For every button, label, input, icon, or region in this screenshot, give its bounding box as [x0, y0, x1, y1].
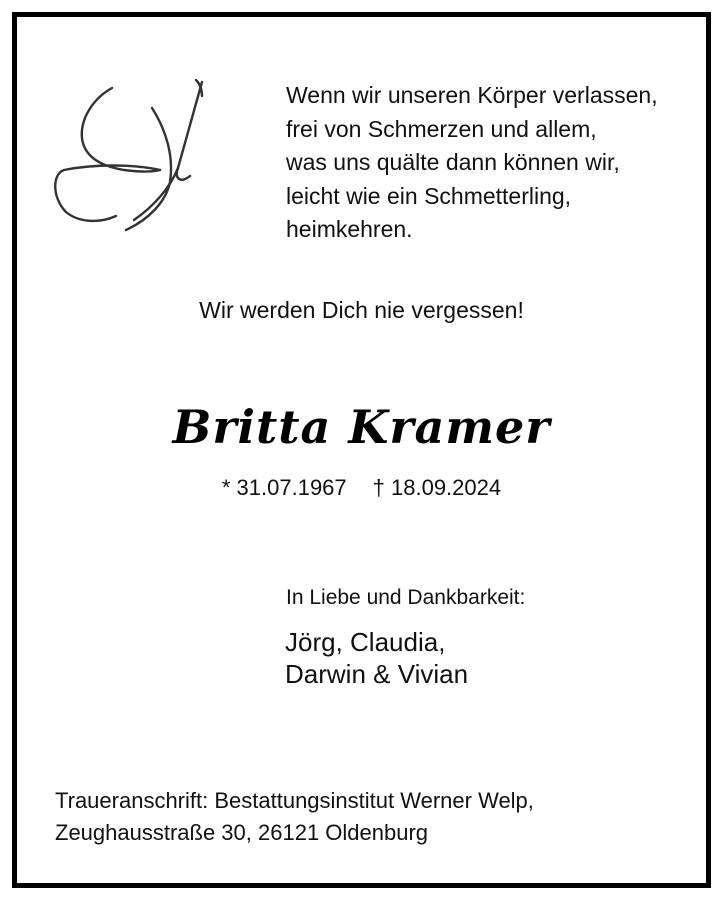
birth-date: * 31.07.1967	[221, 475, 347, 500]
poem-line: leicht wie ein Schmetterling,	[286, 182, 572, 209]
life-dates	[0, 473, 723, 503]
mourners-line: Jörg, Claudia,	[285, 627, 446, 657]
death-date: † 18.09.2024	[372, 475, 502, 500]
remembrance-text: Wir werden Dich nie vergessen!	[199, 297, 524, 323]
poem-line: Wenn wir unseren Körper verlassen,	[286, 82, 658, 108]
condolence-address	[55, 785, 534, 849]
deceased-name: Britta Kramer	[172, 400, 551, 454]
poem-line: frei von Schmerzen und allem,	[286, 115, 597, 142]
poem-line: was uns quälte dann können wir,	[286, 149, 620, 175]
mourners-intro: In Liebe und Dankbarkeit:	[286, 586, 526, 609]
address-line: Zeughausstraße 30, 26121 Oldenburg	[55, 820, 429, 845]
mourners-line: Darwin & Vivian	[285, 658, 469, 689]
poem	[286, 79, 706, 247]
butterfly-icon	[44, 70, 214, 238]
poem-line: heimkehren.	[286, 216, 413, 242]
address-line: Traueranschrift: Bestattungsinstitut Werner Welp,	[55, 788, 534, 813]
mourners-names	[285, 627, 468, 690]
